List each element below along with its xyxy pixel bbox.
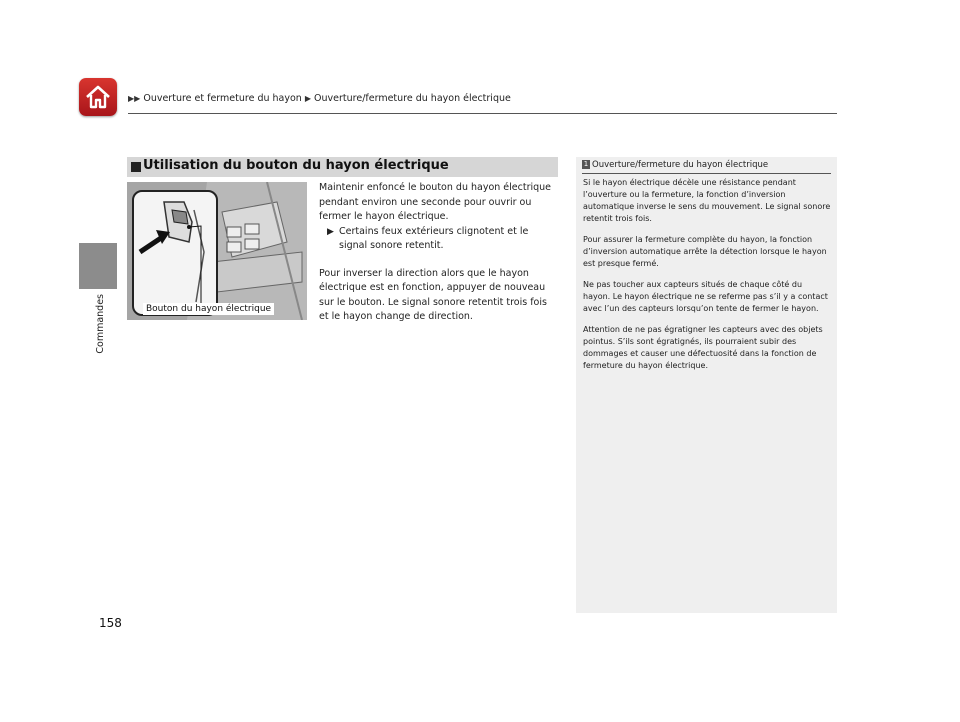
section-title: Utilisation du bouton du hayon électrique bbox=[143, 158, 449, 173]
side-note-heading[interactable] bbox=[582, 160, 831, 174]
body-text bbox=[319, 181, 559, 325]
breadcrumb-item-1[interactable]: Ouverture et fermeture du hayon bbox=[143, 93, 302, 104]
side-note-body bbox=[583, 177, 831, 381]
chapter-label: Commandes bbox=[95, 294, 106, 354]
callout-line bbox=[127, 182, 307, 320]
tailgate-button-illustration bbox=[127, 182, 307, 320]
breadcrumb-item-2[interactable]: Ouverture/fermeture du hayon électrique bbox=[314, 93, 511, 104]
side-note-paragraph: Ne pas toucher aux capteurs situés de chaque côté du hayon. Le hayon électrique ne se referme pas s’il y a contact avec l’un des capteurs lorsqu’on tente de fermer le hayon. bbox=[583, 280, 828, 313]
paragraph-2: Pour inverser la direction alors que le hayon électrique est en fonction, appuyer de nouveau sur le bouton. Le signal sonore retentit trois fois et le hayon change de direction. bbox=[319, 267, 547, 322]
figure-label: Bouton du hayon électrique bbox=[143, 303, 274, 315]
section-header bbox=[127, 157, 558, 177]
side-note-paragraph: Pour assurer la fermeture complète du hayon, la fonction d’inversion automatique arrête la détection lorsque le hayon est presque fermé. bbox=[583, 235, 827, 268]
note-arrow-icon: ▶ bbox=[327, 226, 334, 237]
note-1-text: Certains feux extérieurs clignotent et le signal sonore retentit. bbox=[339, 225, 529, 251]
chapter-tab[interactable] bbox=[79, 243, 117, 289]
header-divider bbox=[128, 113, 837, 114]
paragraph-1: Maintenir enfoncé le bouton du hayon électrique pendant environ une seconde pour ouvrir ou fermer le hayon électrique. bbox=[319, 182, 552, 222]
home-button[interactable] bbox=[79, 78, 117, 116]
side-note-paragraph: Si le hayon électrique décèle une résistance pendant l’ouverture ou la fermeture, la fonction d’inversion automatique inverse le sens du mouvement. Le signal sonore retentit trois fois. bbox=[583, 178, 831, 223]
side-note-panel bbox=[576, 157, 837, 613]
reference-number: 1 bbox=[583, 160, 589, 168]
side-note-paragraph: Attention de ne pas égratigner les capteurs avec des objets pointus. S’ils sont égratignés, ils pourraient subir des dommages et causer une défectuosité dans la fonction de fermeture du hayon électrique. bbox=[583, 325, 823, 370]
section-square-icon bbox=[131, 162, 141, 172]
page-number: 158 bbox=[99, 616, 122, 630]
breadcrumb bbox=[128, 93, 511, 104]
side-note-heading-text: Ouverture/fermeture du hayon électrique bbox=[592, 160, 769, 170]
note-1 bbox=[319, 225, 559, 254]
breadcrumb-arrow-icon: ▶▶ bbox=[128, 94, 141, 103]
home-icon bbox=[84, 83, 112, 111]
breadcrumb-arrow-icon: ▶ bbox=[304, 94, 312, 103]
